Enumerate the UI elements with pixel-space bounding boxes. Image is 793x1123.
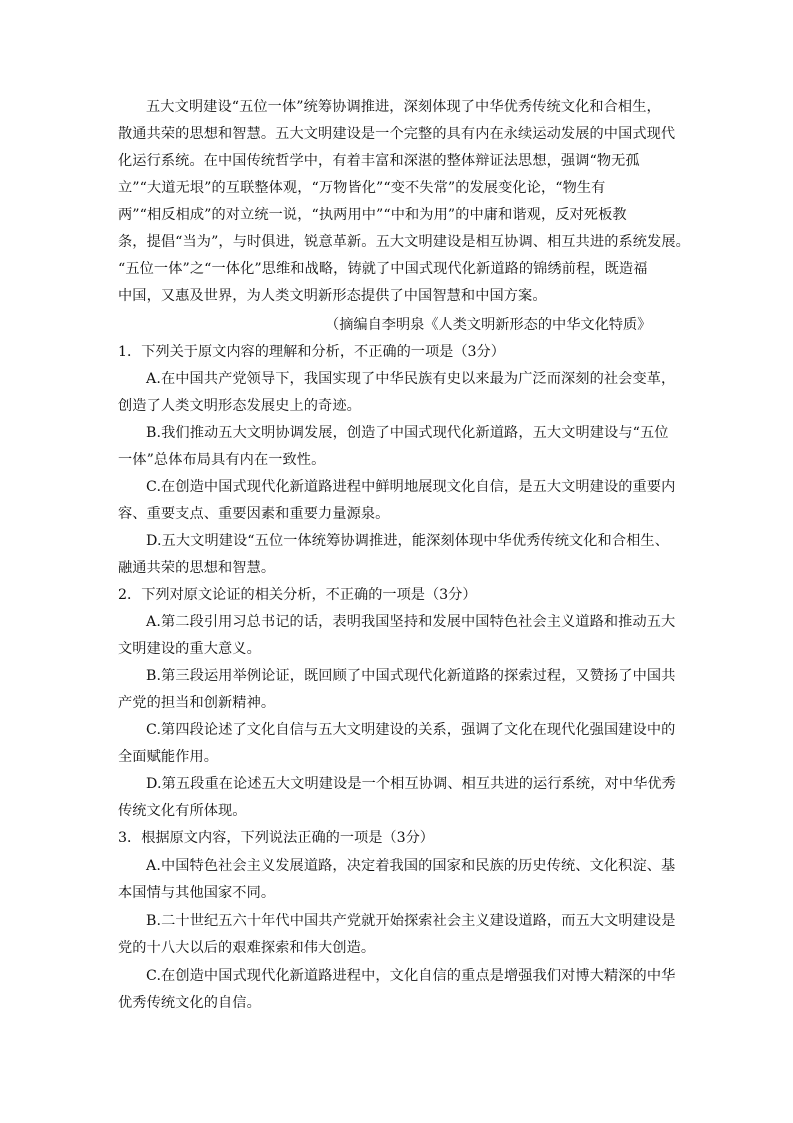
option-b-continued: 一体”总体布局具有内在一致性。 xyxy=(118,452,326,468)
passage-line: “五位一体”之“一体化”思维和战略，铸就了中国式现代化新道路的锦绣前程，既造福 xyxy=(118,261,648,277)
option-a-continued: 文明建设的重大意义。 xyxy=(118,641,261,657)
option-c-continued: 优秀传统文化的自信。 xyxy=(118,995,261,1011)
option-d: D.五大文明建设“五位一体统筹协调推进，能深刻体现中华优秀传统文化和合相生、 xyxy=(146,533,669,549)
option-a-continued: 本国情与其他国家不同。 xyxy=(118,885,276,901)
option-a: A.在中国共产党领导下，我国实现了中华民族有史以来最为广泛而深刻的社会变革， xyxy=(146,371,676,387)
option-c: C.第四段论述了文化自信与五大文明建设的关系，强调了文化在现代化强国建设中的 xyxy=(146,722,676,738)
option-a-continued: 创造了人类文明形态发展史上的奇迹。 xyxy=(118,398,361,414)
option-b-continued: 党的十八大以后的艰难探索和伟大创造。 xyxy=(118,940,376,956)
passage-line: 化运行系统。在中国传统哲学中，有着丰富和深湛的整体辩证法思想，强调“物无孤 xyxy=(118,153,640,169)
option-c: C.在创造中国式现代化新道路进程中鲜明地展现文化自信，是五大文明建设的重要内 xyxy=(146,479,676,495)
option-b: B.二十世纪五六十年代中国共产党就开始探索社会主义建设道路，而五大文明建设是 xyxy=(146,913,676,929)
option-d-continued: 融通共荣的思想和智慧。 xyxy=(118,560,276,576)
option-d: D.第五段重在论述五大文明建设是一个相互协调、相互共进的运行系统，对中华优秀 xyxy=(146,776,676,792)
option-a: A.中国特色社会主义发展道路，决定着我国的国家和民族的历史传统、文化积淀、基 xyxy=(146,858,676,874)
source-citation: （摘编自李明泉《人类文明新形态的中华文化特质》 xyxy=(325,317,652,333)
passage-line: 五大文明建设“五位一体”统筹协调推进，深刻体现了中华优秀传统文化和合相生， xyxy=(146,99,661,115)
option-c-continued: 容、重要支点、重要因素和重要力量源泉。 xyxy=(118,506,390,522)
option-c-continued: 全面赋能作用。 xyxy=(118,749,219,765)
passage-line: 立”“大道无垠”的互联整体观，“万物皆化”“变不失常”的发展变化论，“物生有 xyxy=(118,180,606,196)
passage-line: 中国，又惠及世界，为人类文明新形态提供了中国智慧和中国方案。 xyxy=(118,288,547,304)
passage-line: 条，提倡“当为”，与时俱进，锐意革新。五大文明建设是相互协调、相互共进的系统发展。 xyxy=(118,234,690,250)
question-stem: 2．下列对原文论证的相关分析，不正确的一项是（3分） xyxy=(118,587,477,603)
option-b-continued: 产党的担当和创新精神。 xyxy=(118,695,276,711)
passage-line: 散通共荣的思想和智慧。五大文明建设是一个完整的具有内在永续运动发展的中国式现代 xyxy=(118,126,676,142)
question-stem: 1．下列关于原文内容的理解和分析，不正确的一项是（3分） xyxy=(118,344,505,360)
option-b: B.我们推动五大文明协调发展，创造了中国式现代化新道路，五大文明建设与“五位 xyxy=(146,425,669,441)
option-b: B.第三段运用举例论证，既回顾了中国式现代化新道路的探索过程，又赞扬了中国共 xyxy=(146,668,676,684)
option-d-continued: 传统文化有所体现。 xyxy=(118,803,247,819)
question-stem: 3．根据原文内容，下列说法正确的一项是（3分） xyxy=(118,830,434,846)
option-a: A.第二段引用习总书记的话，表明我国坚持和发展中国特色社会主义道路和推动五大 xyxy=(146,614,676,630)
option-c: C.在创造中国式现代化新道路进程中，文化自信的重点是增强我们对博大精深的中华 xyxy=(146,968,676,984)
passage-line: 两”“相反相成”的对立统一说，“执两用中”“中和为用”的中庸和谐观，反对死板教 xyxy=(118,207,627,223)
